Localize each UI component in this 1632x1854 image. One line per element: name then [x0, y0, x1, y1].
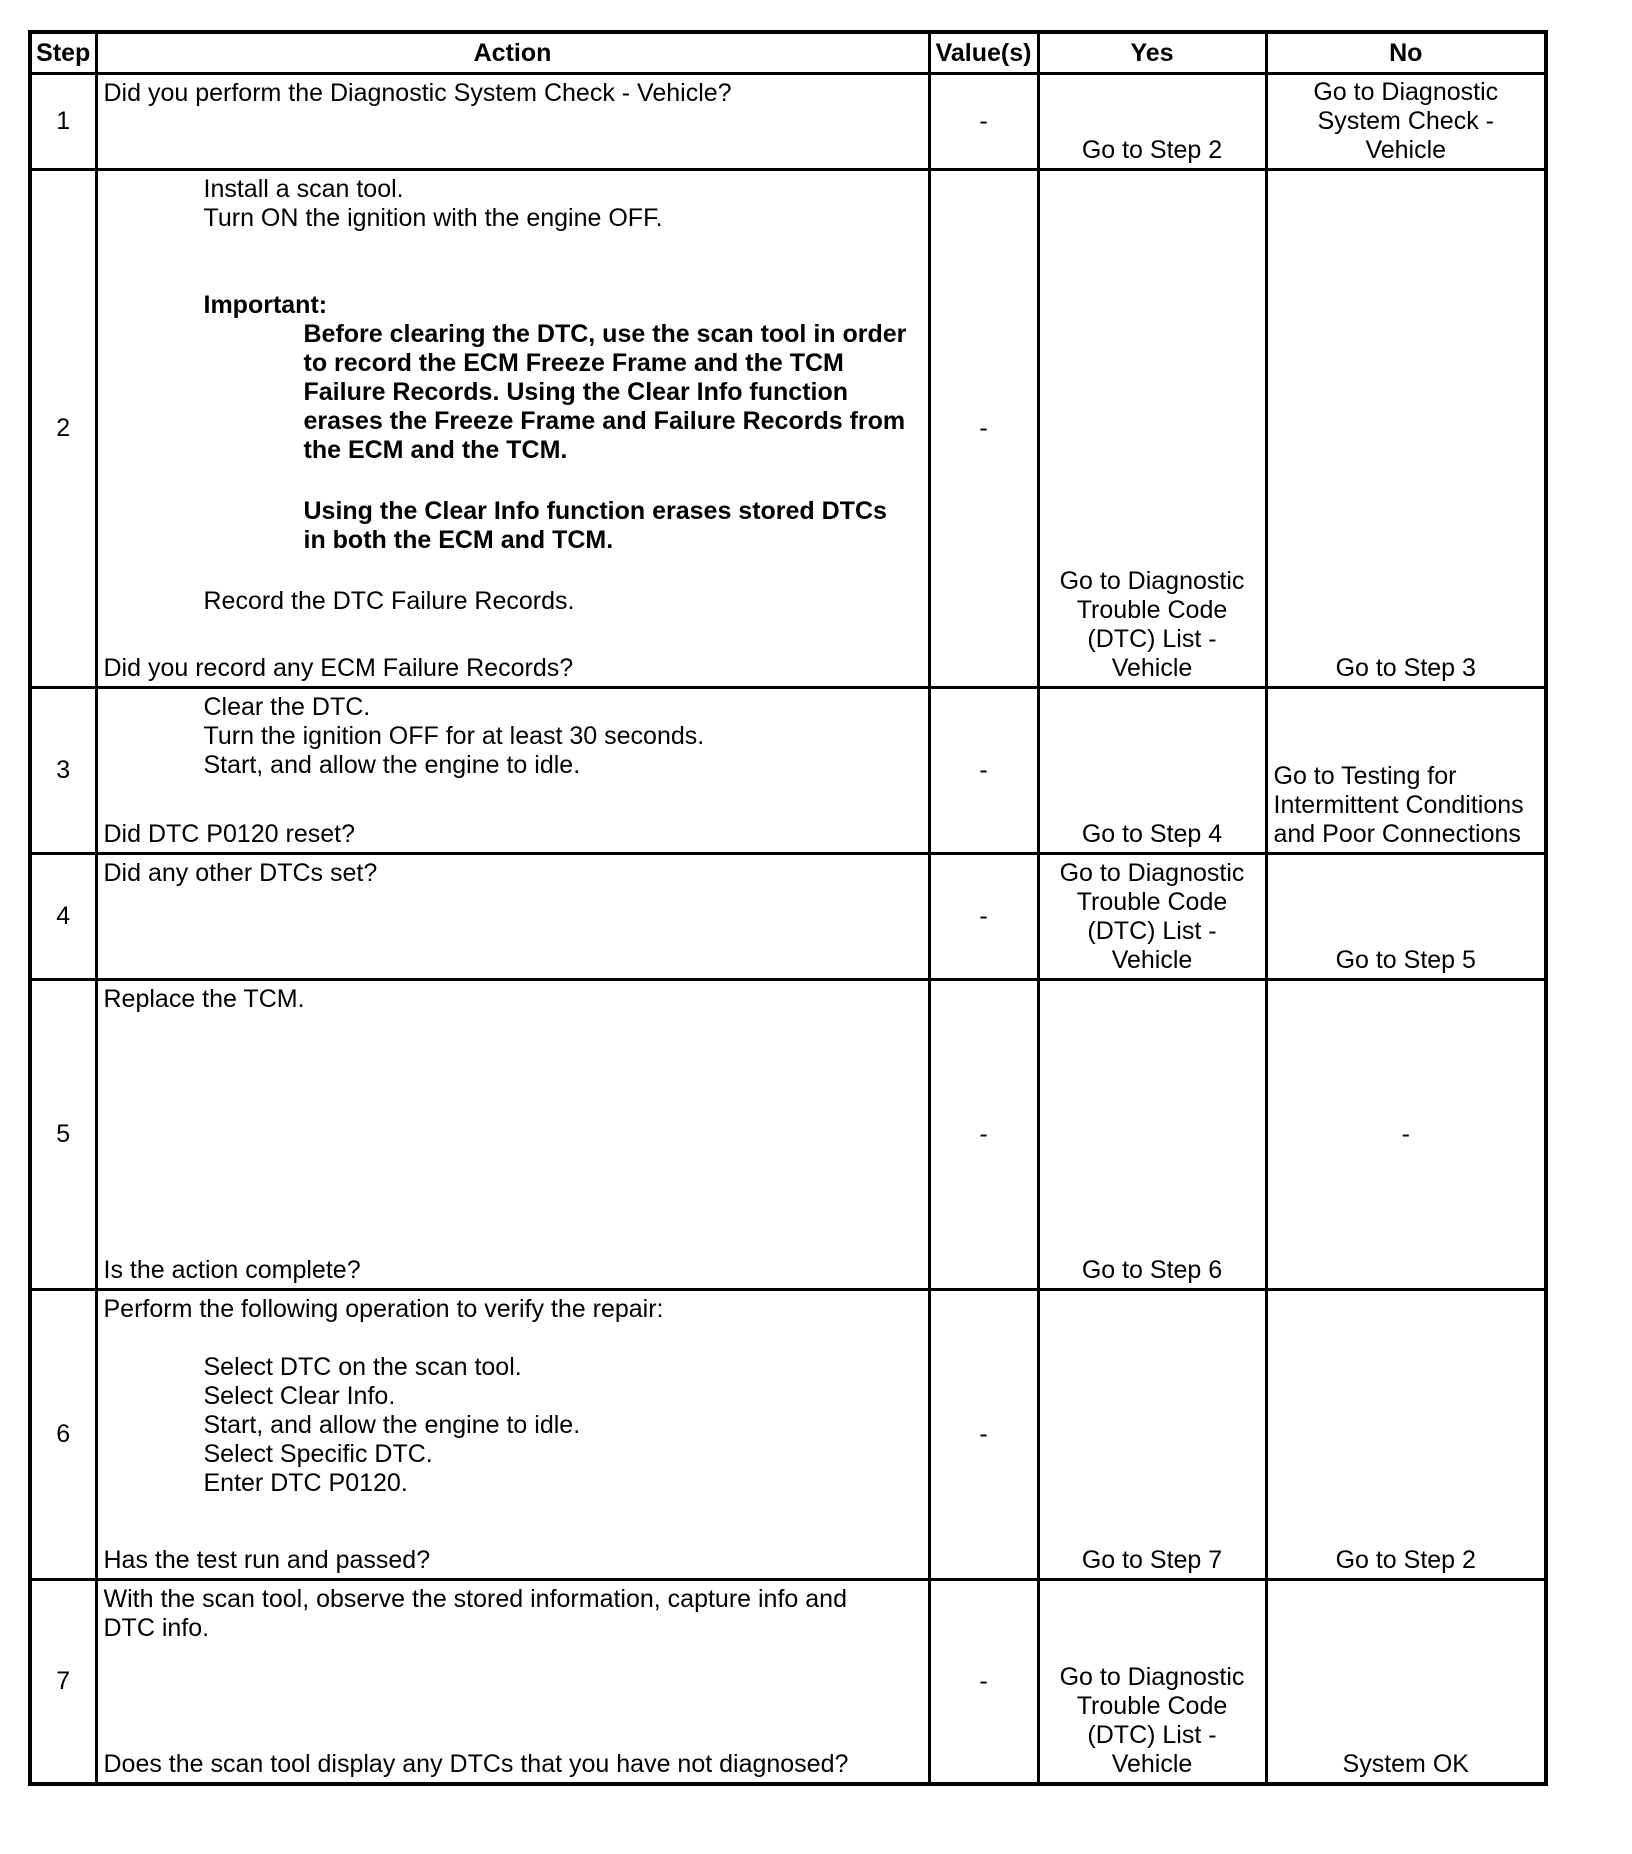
no-text: Go to Step 2 — [1335, 1546, 1476, 1574]
yes-text: Go to Step 4 — [1081, 820, 1223, 848]
header-action: Action — [96, 32, 929, 74]
value-cell: - — [929, 980, 1038, 1290]
action-item: Start, and allow the engine to idle. — [203, 751, 581, 779]
no-cell — [1266, 170, 1546, 688]
action-text: Replace the TCM. — [103, 985, 305, 1013]
step-number: 4 — [30, 854, 96, 980]
action-cell — [96, 1580, 929, 1784]
question-text: Is the action complete? — [103, 1256, 361, 1284]
value-cell: - — [929, 1290, 1038, 1580]
action-item: Clear the DTC. — [203, 693, 371, 721]
no-text: System OK — [1342, 1750, 1469, 1778]
action-cell — [96, 980, 929, 1290]
yes-cell — [1038, 854, 1266, 980]
yes-cell — [1038, 1580, 1266, 1784]
action-cell — [96, 74, 929, 170]
no-cell — [1266, 854, 1546, 980]
step-number: 2 — [30, 170, 96, 688]
action-item: Start, and allow the engine to idle. — [203, 1411, 581, 1439]
table-row-step-3 — [30, 688, 1546, 854]
header-no: No — [1266, 32, 1546, 74]
step-number: 6 — [30, 1290, 96, 1580]
no-cell: - — [1266, 980, 1546, 1290]
action-item: Select DTC on the scan tool. — [203, 1353, 522, 1381]
table-row-step-6 — [30, 1290, 1546, 1580]
yes-text: Go to Diagnostic Trouble Code (DTC) List - Vehicle — [1059, 1663, 1245, 1778]
action-item: Enter DTC P0120. — [203, 1469, 408, 1497]
no-cell — [1266, 1580, 1546, 1784]
question-text: Did any other DTCs set? — [103, 859, 378, 887]
action-item: Turn the ignition OFF for at least 30 seconds. — [203, 722, 705, 750]
value-cell: - — [929, 1580, 1038, 1784]
yes-cell — [1038, 74, 1266, 170]
question-text: Did DTC P0120 reset? — [103, 820, 356, 848]
important-note: Using the Clear Info function erases stored DTCs in both the ECM and TCM. — [303, 497, 887, 554]
no-text: Go to Step 3 — [1335, 654, 1476, 682]
yes-cell — [1038, 980, 1266, 1290]
yes-text: Go to Step 7 — [1081, 1546, 1223, 1574]
action-text: With the scan tool, observe the stored information, capture info and DTC info. — [103, 1585, 847, 1642]
no-cell — [1266, 688, 1546, 854]
action-item: Turn ON the ignition with the engine OFF. — [203, 204, 663, 232]
yes-cell — [1038, 1290, 1266, 1580]
step-number: 7 — [30, 1580, 96, 1784]
diagnostic-table — [28, 30, 1548, 1786]
yes-text: Go to Step 2 — [1081, 136, 1223, 164]
value-cell: - — [929, 74, 1038, 170]
no-cell — [1266, 1290, 1546, 1580]
value-cell: - — [929, 854, 1038, 980]
important-label: Important: — [203, 291, 328, 319]
action-cell — [96, 688, 929, 854]
table-row-step-1 — [30, 74, 1546, 170]
yes-text: Go to Diagnostic Trouble Code (DTC) List - Vehicle — [1059, 567, 1245, 682]
yes-text: Go to Step 6 — [1081, 1256, 1223, 1284]
no-text: Go to Testing for Intermittent Conditions and Poor Connections — [1273, 762, 1524, 848]
value-cell: - — [929, 170, 1038, 688]
action-item: Select Specific DTC. — [203, 1440, 433, 1468]
header-step: Step — [30, 32, 96, 74]
no-cell — [1266, 74, 1546, 170]
step-number: 1 — [30, 74, 96, 170]
action-cell — [96, 170, 929, 688]
yes-cell — [1038, 170, 1266, 688]
action-item: Record the DTC Failure Records. — [203, 587, 575, 615]
table-row-step-4 — [30, 854, 1546, 980]
question-text: Has the test run and passed? — [103, 1546, 431, 1574]
value-cell: - — [929, 688, 1038, 854]
table-row-step-2 — [30, 170, 1546, 688]
action-item: Select Clear Info. — [203, 1382, 396, 1410]
important-note: Before clearing the DTC, use the scan tool in order to record the ECM Freeze Frame and the TCM Failure Records. Using the Clear Info function erases the Freeze Frame and Failure Records from the ECM and the TCM. — [303, 320, 907, 464]
question-text: Did you record any ECM Failure Records? — [103, 654, 574, 682]
action-item: Install a scan tool. — [203, 175, 404, 203]
yes-text: Go to Diagnostic Trouble Code (DTC) List - Vehicle — [1059, 859, 1245, 974]
table-row-step-5 — [30, 980, 1546, 1290]
action-cell — [96, 1290, 929, 1580]
table-header-row — [30, 32, 1546, 74]
no-text: Go to Step 5 — [1335, 946, 1476, 974]
question-text: Does the scan tool display any DTCs that you have not diagnosed? — [103, 1750, 849, 1778]
action-text: Did you perform the Diagnostic System Check - Vehicle? — [103, 79, 732, 107]
step-number: 5 — [30, 980, 96, 1290]
step-number: 3 — [30, 688, 96, 854]
action-cell — [96, 854, 929, 980]
yes-cell — [1038, 688, 1266, 854]
header-yes: Yes — [1038, 32, 1266, 74]
header-values: Value(s) — [929, 32, 1038, 74]
no-text: Go to Diagnostic System Check - Vehicle — [1313, 77, 1499, 164]
action-text: Perform the following operation to verify the repair: — [103, 1295, 664, 1323]
diagnostic-procedure — [28, 30, 1544, 1786]
table-row-step-7 — [30, 1580, 1546, 1784]
